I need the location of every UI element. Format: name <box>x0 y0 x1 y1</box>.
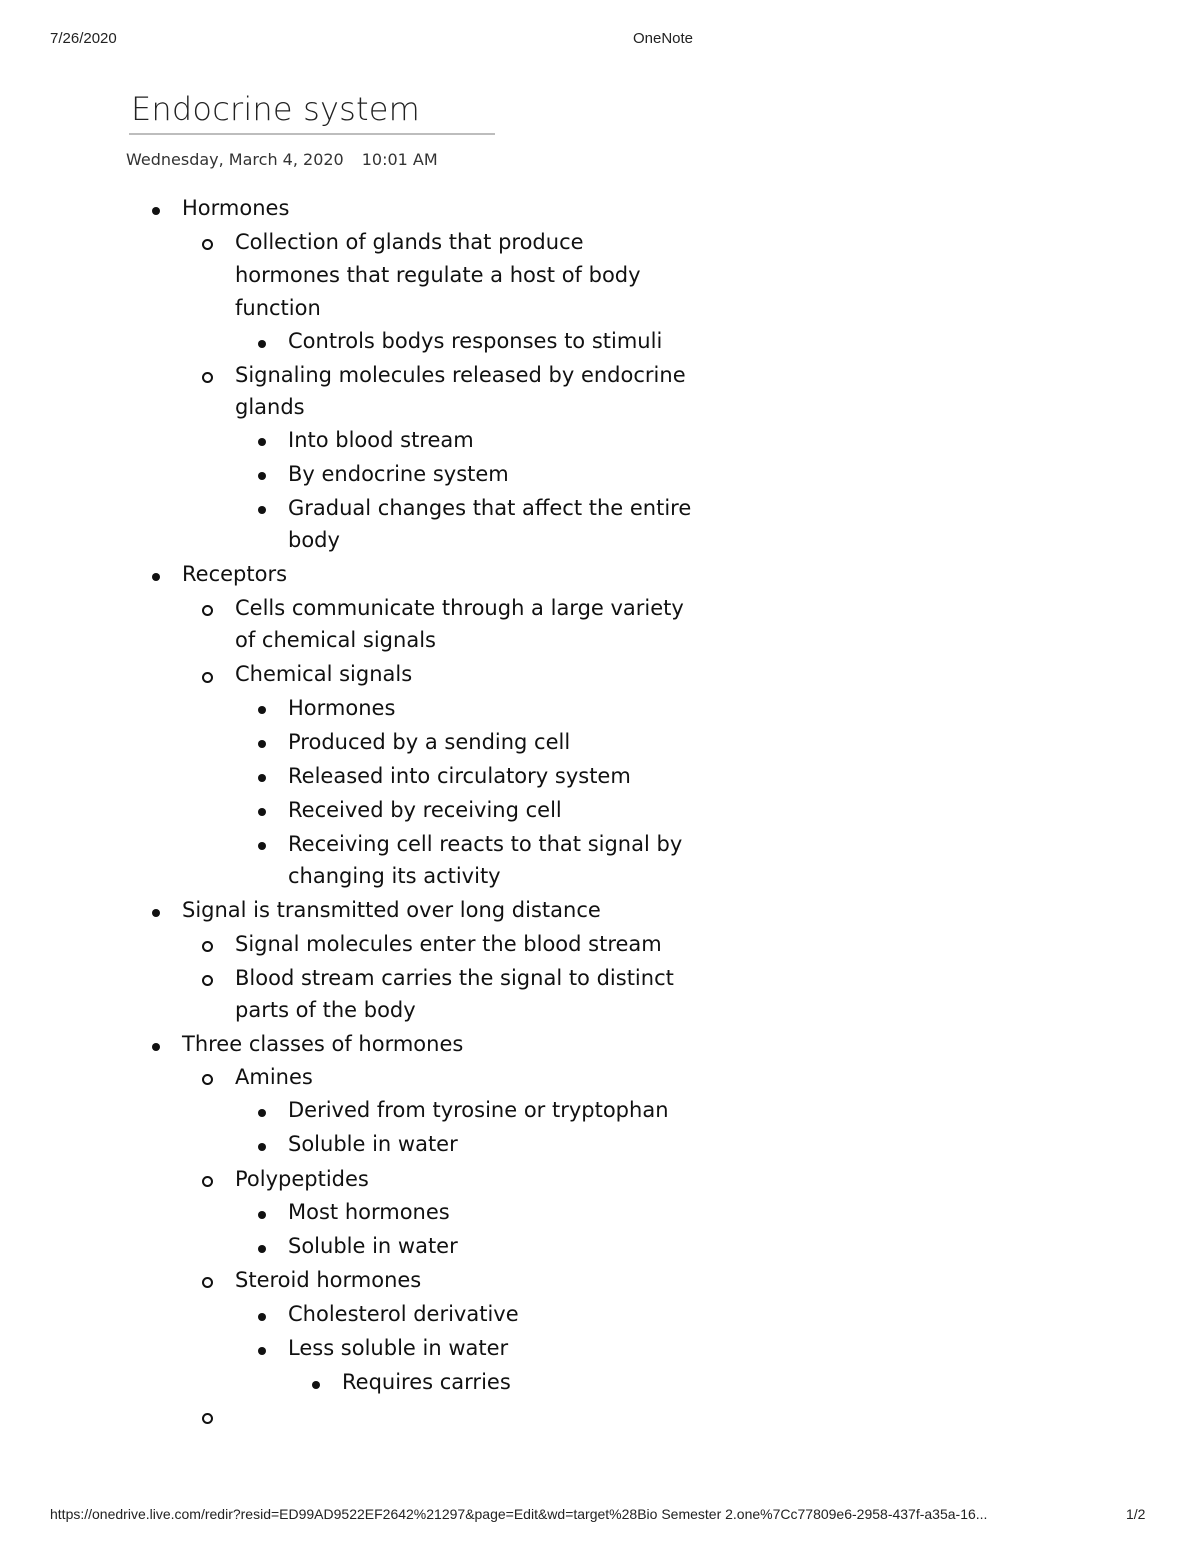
note-item: Receptors <box>182 562 288 586</box>
note-item: Released into circulatory system <box>288 764 631 788</box>
bullet-dot-icon <box>258 340 266 348</box>
note-item: Steroid hormones <box>235 1268 422 1292</box>
note-item: Controls bodys responses to stimuli <box>288 329 663 353</box>
page-time: 10:01 AM <box>361 150 438 169</box>
bullet-dot-icon <box>258 472 266 480</box>
print-date: 7/26/2020 <box>50 30 117 47</box>
bullet-dot-icon <box>152 1043 160 1051</box>
note-item-continued: hormones that regulate a host of body <box>235 263 641 287</box>
note-item: Signaling molecules released by endocrine <box>235 363 686 387</box>
bullet-dot-icon <box>258 1313 266 1321</box>
bullet-circle-icon <box>202 1277 213 1288</box>
bullet-circle-icon <box>202 1176 213 1187</box>
note-item: Soluble in water <box>288 1132 458 1156</box>
title-underline <box>129 133 495 135</box>
note-item: Collection of glands that produce <box>235 230 584 254</box>
bullet-circle-icon <box>202 1074 213 1085</box>
bullet-circle-icon <box>202 975 213 986</box>
note-item: Soluble in water <box>288 1234 458 1258</box>
bullet-dot-icon <box>258 506 266 514</box>
note-item: Three classes of hormones <box>182 1032 464 1056</box>
note-item-continued: of chemical signals <box>235 628 436 652</box>
bullet-dot-icon <box>258 438 266 446</box>
page-title: Endocrine system <box>131 90 421 128</box>
print-footer-url: https://onedrive.live.com/redir?resid=ED99AD9522EF2642%21297&page=Edit&wd=target%28Bio Semester 2.one%7Cc77809e6-2958-437f-a35a-16... <box>50 1506 988 1522</box>
note-item: By endocrine system <box>288 462 509 486</box>
bullet-circle-icon <box>202 1413 213 1424</box>
page-datetime <box>126 150 438 169</box>
note-item-continued: function <box>235 296 321 320</box>
note-item: Cells communicate through a large variety <box>235 596 684 620</box>
note-item: Signal molecules enter the blood stream <box>235 932 662 956</box>
note-item: Less soluble in water <box>288 1336 509 1360</box>
note-item: Chemical signals <box>235 662 413 686</box>
note-item: Receiving cell reacts to that signal by <box>288 832 683 856</box>
bullet-circle-icon <box>202 372 213 383</box>
note-item-continued: changing its activity <box>288 864 501 888</box>
note-item: Cholesterol derivative <box>288 1302 519 1326</box>
bullet-dot-icon <box>258 1245 266 1253</box>
bullet-dot-icon <box>312 1381 320 1389</box>
note-item: Produced by a sending cell <box>288 730 571 754</box>
note-item: Signal is transmitted over long distance <box>182 898 601 922</box>
bullet-circle-icon <box>202 239 213 250</box>
note-item: Gradual changes that affect the entire <box>288 496 692 520</box>
note-item-continued: body <box>288 528 340 552</box>
note-item: Most hormones <box>288 1200 450 1224</box>
bullet-dot-icon <box>152 207 160 215</box>
bullet-dot-icon <box>258 740 266 748</box>
bullet-dot-icon <box>258 1143 266 1151</box>
note-item: Hormones <box>182 196 290 220</box>
note-item: Into blood stream <box>288 428 474 452</box>
note-item: Hormones <box>288 696 396 720</box>
print-app-name: OneNote <box>632 30 694 47</box>
bullet-dot-icon <box>258 774 266 782</box>
print-page-number: 1/2 <box>1126 1506 1146 1522</box>
note-item-continued: parts of the body <box>235 998 416 1022</box>
bullet-dot-icon <box>258 1347 266 1355</box>
bullet-dot-icon <box>258 808 266 816</box>
bullet-dot-icon <box>258 706 266 714</box>
bullet-dot-icon <box>258 1211 266 1219</box>
note-item-continued: glands <box>235 395 305 419</box>
bullet-circle-icon <box>202 605 213 616</box>
bullet-dot-icon <box>258 842 266 850</box>
bullet-dot-icon <box>152 573 160 581</box>
bullet-dot-icon <box>152 909 160 917</box>
note-item: Polypeptides <box>235 1167 369 1191</box>
note-item: Received by receiving cell <box>288 798 562 822</box>
note-item: Amines <box>235 1065 313 1089</box>
note-item: Requires carries <box>342 1370 511 1394</box>
bullet-dot-icon <box>258 1109 266 1117</box>
page-date: Wednesday, March 4, 2020 <box>126 150 344 169</box>
bullet-circle-icon <box>202 941 213 952</box>
note-item: Blood stream carries the signal to distinct <box>235 966 674 990</box>
bullet-circle-icon <box>202 672 213 683</box>
note-item: Derived from tyrosine or tryptophan <box>288 1098 669 1122</box>
